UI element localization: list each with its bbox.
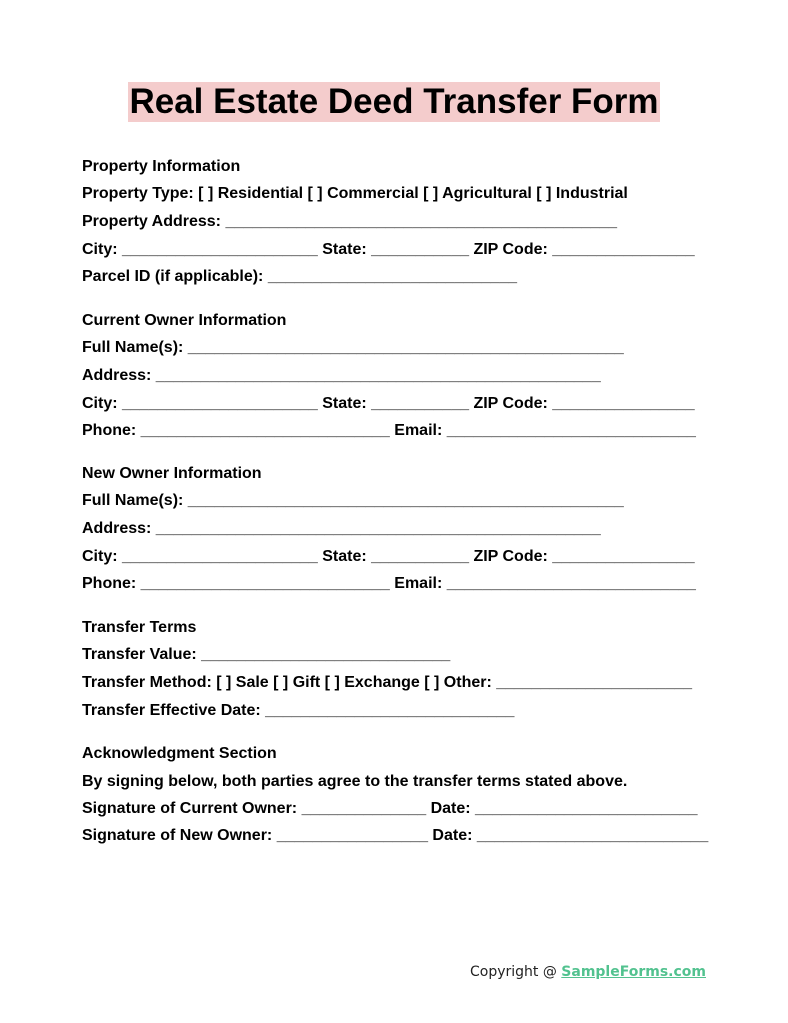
property-type-line: Property Type: [ ] Residential [ ] Commercial [ ] Agricultural [ ] Industrial <box>82 185 628 202</box>
property-parcel-line: Parcel ID (if applicable): ____________________________ <box>82 268 517 285</box>
new-owner-signature-line: Signature of New Owner: _________________ Date: __________________________ <box>82 827 709 844</box>
current-owner-city-line: City: ______________________ State: ___________ ZIP Code: ________________ <box>82 395 695 412</box>
title-container <box>0 82 788 122</box>
acknowledgment-statement: By signing below, both parties agree to the transfer terms stated above. <box>82 773 628 790</box>
current-owner-signature-line: Signature of Current Owner: ______________ Date: _________________________ <box>82 800 698 817</box>
current-owner-address-line: Address: __________________________________________________ <box>82 367 601 384</box>
page-title: Real Estate Deed Transfer Form <box>129 82 659 121</box>
current-owner-heading: Current Owner Information <box>82 312 287 329</box>
transfer-terms-heading: Transfer Terms <box>82 619 197 636</box>
property-city-line: City: ______________________ State: ___________ ZIP Code: ________________ <box>82 241 695 258</box>
copyright-prefix: Copyright @ <box>469 964 562 980</box>
new-owner-address-line: Address: __________________________________________________ <box>82 520 601 537</box>
new-owner-city-line: City: ______________________ State: ___________ ZIP Code: ________________ <box>82 548 695 565</box>
acknowledgment-heading: Acknowledgment Section <box>82 745 277 762</box>
new-owner-phone-line: Phone: ____________________________ Email: ____________________________ <box>82 575 696 592</box>
sampleforms-link[interactable]: SampleForms.com <box>561 964 706 980</box>
new-owner-name-line: Full Name(s): _________________________________________________ <box>82 492 624 509</box>
current-owner-name-line: Full Name(s): _________________________________________________ <box>82 339 624 356</box>
transfer-date-line: Transfer Effective Date: ____________________________ <box>82 702 515 719</box>
new-owner-heading: New Owner Information <box>82 465 262 482</box>
copyright-footer <box>470 962 706 982</box>
transfer-method-line: Transfer Method: [ ] Sale [ ] Gift [ ] Exchange [ ] Other: ______________________ <box>82 674 693 691</box>
property-heading: Property Information <box>82 158 241 175</box>
property-address-line: Property Address: ____________________________________________ <box>82 213 617 230</box>
transfer-value-line: Transfer Value: ____________________________ <box>82 646 451 663</box>
current-owner-phone-line: Phone: ____________________________ Email: ____________________________ <box>82 422 696 439</box>
